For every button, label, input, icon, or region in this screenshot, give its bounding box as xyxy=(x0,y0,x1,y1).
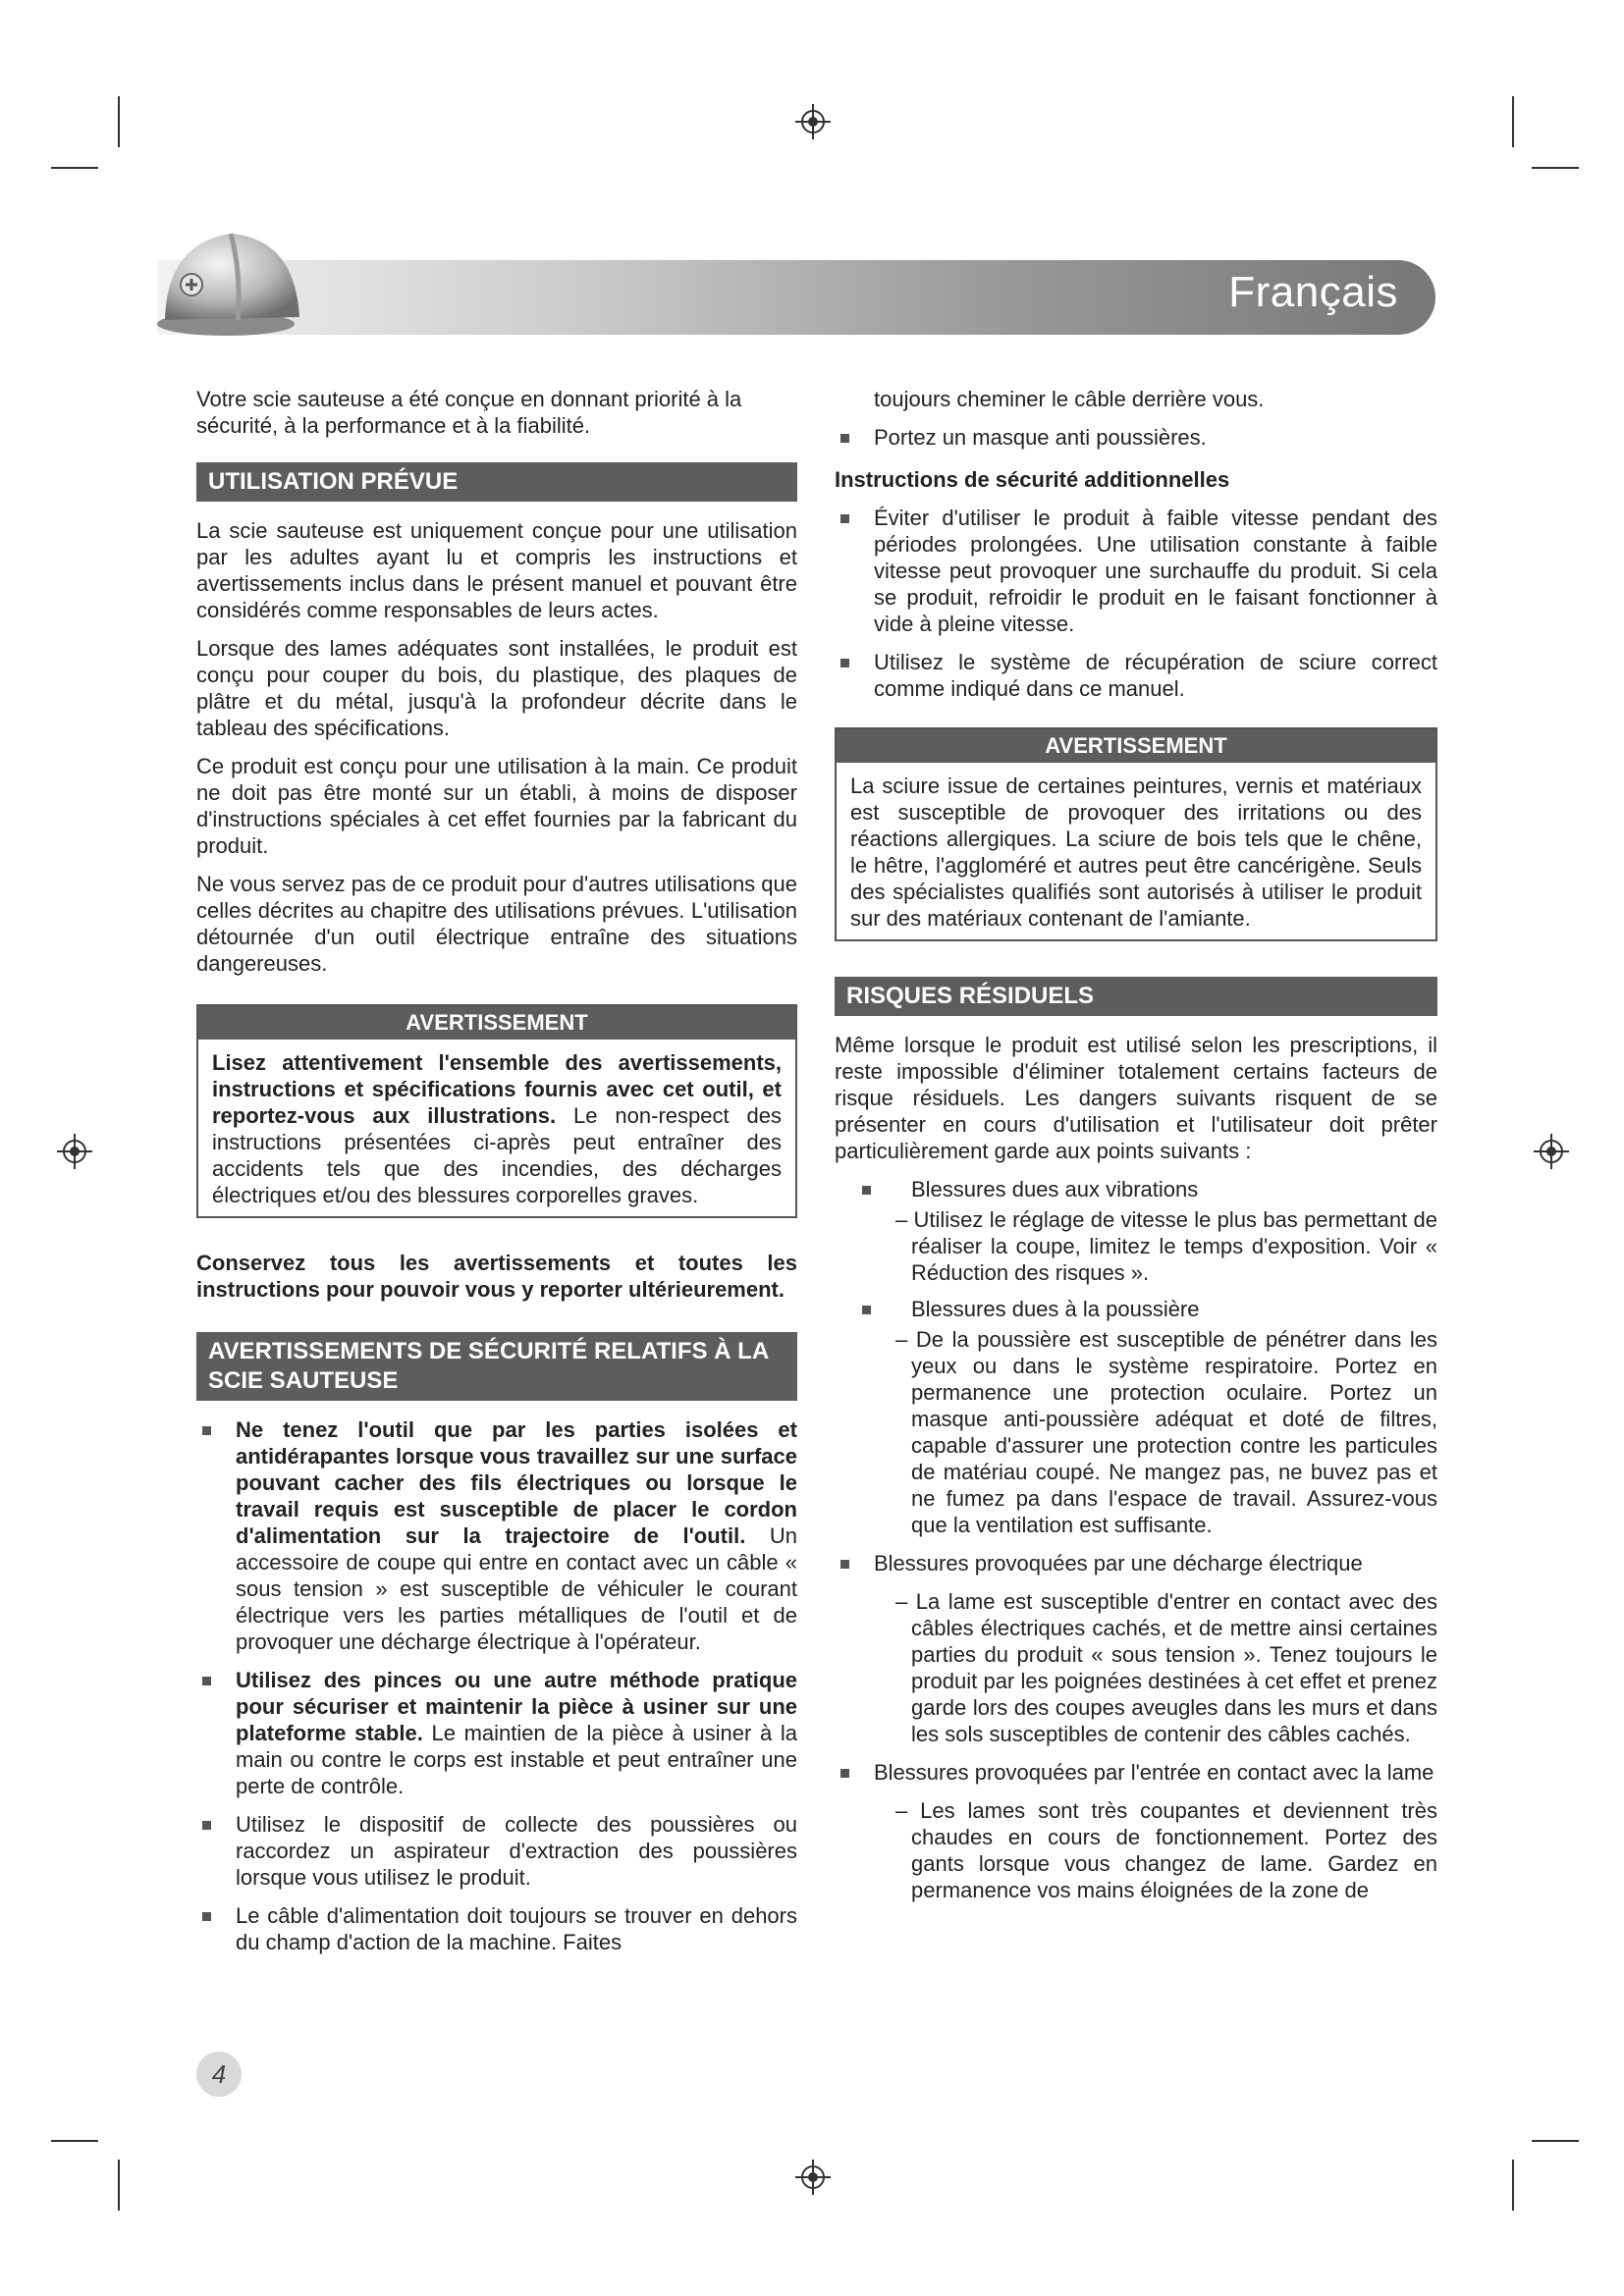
intro-paragraph: Votre scie sauteuse a été conçue en donnant priorité à la sécurité, à la performance et à la fiabilité. xyxy=(196,387,742,438)
language-title: Français xyxy=(1228,268,1398,316)
page-number: 4 xyxy=(196,2052,242,2097)
warning-body: La sciure issue de certaines peintures, vernis et matériaux est susceptible de provoquer des irritations ou des réactions allergiques. La sciure de bois tels que le chêne, le hêtre, l'aggloméré et autres peut être cancérigène. Seuls des spécialistes qualifiés sont autorisés à utiliser le produit sur des matériaux contenant de l'amiante. xyxy=(850,774,1422,931)
paragraph: Lorsque des lames adéquates sont installées, le produit est conçu pour couper du bois, du plastique, des plaques de plâtre et du métal, jusqu'à la profondeur décrite dans le tableau des spécifications. xyxy=(196,636,797,740)
registration-mark-icon xyxy=(57,1134,92,1169)
risk-item-detail: – De la poussière est susceptible de pénétrer dans les yeux ou dans le système respiratoire. Portez en permanence une protection oculaire. Portez un masque anti-poussière adéquat et doté de filtres, capable d'assurer une protection contre les particules de matériau coupé. Ne mangez pas, ne buvez pas et ne fumez pa dans l'espace de travail. Assurez-vous que la ventilation est suffisante. xyxy=(895,1327,1437,1537)
warning-title: AVERTISSEMENT xyxy=(198,1006,795,1040)
continuation-text: toujours cheminer le câble derrière vous. xyxy=(874,387,1265,411)
warning-box xyxy=(835,727,1437,941)
crop-mark xyxy=(1532,167,1579,169)
paragraph: Ce produit est conçu pour une utilisation à la main. Ce produit ne doit pas être monté sur un établi, à moins de disposer d'instructions spéciales à cet effet fournies par la fabricant du produit. xyxy=(196,754,797,858)
risk-item-detail: – La lame est susceptible d'entrer en contact avec des câbles électriques cachés, et de mettre ainsi certaines parties du produit « sous tension ». Tenez toujours le produit par les poignées destinées à cet effet et prenez garde lors des coupes aveugles dans les murs et dans les sols susceptibles de contenir des câbles cachés. xyxy=(895,1589,1437,1746)
warning-box xyxy=(196,1004,797,1218)
list-item: Portez un masque anti poussières. xyxy=(835,424,1437,451)
warning-bold-text: Lisez attentivement l'ensemble des avertissements, instructions et spécifications fournis avec cet outil, et reportez-vous aux illustrations. xyxy=(212,1050,782,1128)
warning-text: Le non-respect des instructions présentées ci-après peut entraîner des accidents tels que des incendies, des décharges électriques et/ou des blessures corporelles graves. xyxy=(212,1103,782,1207)
section-title-residual-risks: RISQUES RÉSIDUELS xyxy=(835,977,1437,1016)
crop-mark xyxy=(1532,2140,1579,2142)
additional-instructions-heading: Instructions de sécurité additionnelles xyxy=(835,467,1230,492)
safety-helmet-icon xyxy=(147,214,314,342)
crop-mark xyxy=(51,2140,98,2142)
list-item: Éviter d'utiliser le produit à faible vitesse pendant des périodes prolongées. Une utilisation constante à faible vitesse peut provoquer une surchauffe du produit. Si cela se produit, refroidir le produit en le faisant fonctionner à vide à pleine vitesse. xyxy=(835,505,1437,637)
crop-mark xyxy=(1512,96,1514,147)
list-item: Utilisez des pinces ou une autre méthode pratique pour sécuriser et maintenir la pièce à usiner sur une plateforme stable. Le maintien de la pièce à usiner à la main ou contre le corps est instable et peut entraîner une perte de contrôle. xyxy=(196,1667,797,1799)
registration-mark-icon xyxy=(1534,1134,1569,1169)
warning-body xyxy=(198,1040,795,1216)
warning-title: AVERTISSEMENT xyxy=(837,729,1435,763)
risk-item-title: Blessures dues à la poussière xyxy=(835,1296,1437,1322)
risk-item-title: Blessures dues aux vibrations xyxy=(835,1176,1437,1202)
paragraph: La scie sauteuse est uniquement conçue pour une utilisation par les adultes ayant lu et compris les instructions et avertissements inclus dans le présent manuel et pouvant être considérés comme responsables de leurs actes. xyxy=(196,518,797,622)
registration-mark-icon xyxy=(795,2160,831,2195)
list-item: Le câble d'alimentation doit toujours se trouver en dehors du champ d'action de la machine. Faites xyxy=(196,1902,797,1955)
language-header-bar xyxy=(157,260,1435,335)
keep-instructions: Conservez tous les avertissements et toutes les instructions pour pouvoir vous y reporter ultérieurement. xyxy=(196,1251,797,1302)
left-column xyxy=(196,386,797,1967)
risk-item-title: Blessures provoquées par l'entrée en contact avec la lame xyxy=(835,1759,1437,1786)
crop-mark xyxy=(51,167,98,169)
risk-item-detail: – Les lames sont très coupantes et deviennent très chaudes en cours de fonctionnement. Portez des gants lorsque vous changez de lame. Gardez en permanence vos mains éloignées de la zone de xyxy=(895,1798,1437,1902)
crop-mark xyxy=(118,2160,120,2211)
risk-item-detail: – Utilisez le réglage de vitesse le plus bas permettant de réaliser la coupe, limitez le temps d'exposition. Voir « Réduction des risques ». xyxy=(895,1207,1437,1285)
list-item: Utilisez le dispositif de collecte des poussières ou raccordez un aspirateur d'extraction des poussières lorsque vous utilisez le produit. xyxy=(196,1811,797,1891)
right-column xyxy=(835,386,1437,1913)
risk-item-title: Blessures provoquées par une décharge électrique xyxy=(835,1550,1437,1576)
section-title-safety-warnings: AVERTISSEMENTS DE SÉCURITÉ RELATIFS À LA SCIE SAUTEUSE xyxy=(196,1332,797,1401)
section-title-intended-use: UTILISATION PRÉVUE xyxy=(196,462,797,502)
list-item: Utilisez le système de récupération de sciure correct comme indiqué dans ce manuel. xyxy=(835,649,1437,702)
crop-mark xyxy=(118,96,120,147)
residual-intro: Même lorsque le produit est utilisé selon les prescriptions, il reste impossible d'éliminer totalement certains facteurs de risque résiduels. Les dangers suivants risquent de se présenter en cours d'utilisation et l'utilisateur doit prêter particulièrement garde aux points suivants : xyxy=(835,1033,1437,1163)
crop-mark xyxy=(1512,2160,1514,2211)
list-item: Ne tenez l'outil que par les parties isolées et antidérapantes lorsque vous travaillez sur une surface pouvant cacher des fils électriques ou lorsque le travail requis est susceptible de placer le cordon d'alimentation sur la trajectoire de l'outil. Un accessoire de coupe qui entre en contact avec un câble « sous tension » est susceptible de véhiculer le courant électrique vers les parties métalliques de l'outil et de provoquer une décharge électrique à l'opérateur. xyxy=(196,1416,797,1655)
registration-mark-icon xyxy=(795,104,831,139)
paragraph: Ne vous servez pas de ce produit pour d'autres utilisations que celles décrites au chapitre des utilisations prévues. L'utilisation détournée d'un outil électrique entraîne des situations dangereuses. xyxy=(196,872,797,976)
